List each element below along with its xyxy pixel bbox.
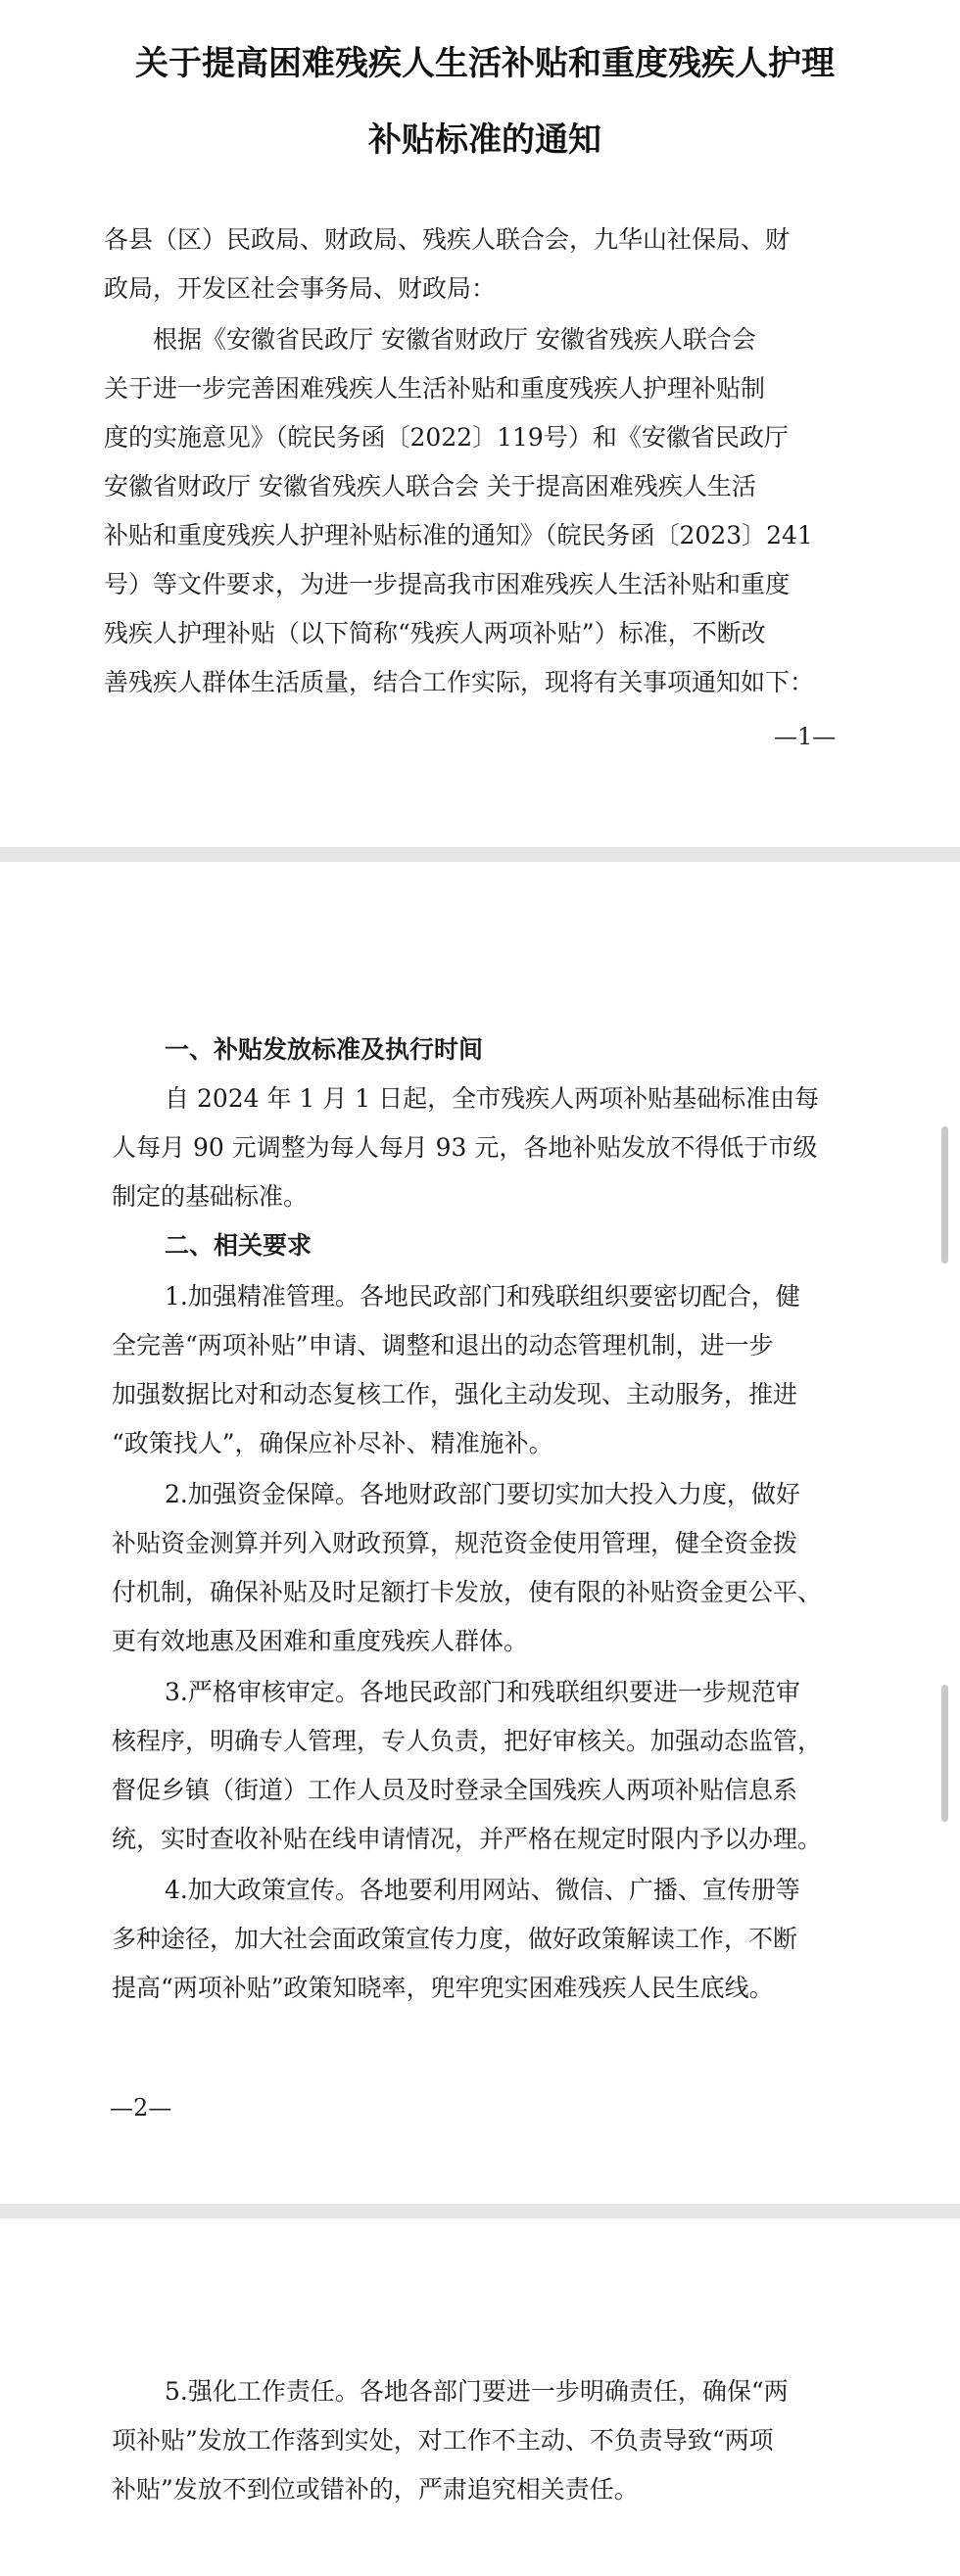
intro-line-3: 度的实施意见》（皖民务函〔2022〕119号）和《安徽省民政厅 [104,423,789,452]
addressee-line-1: 各县（区）民政局、财政局、残疾人联合会，九华山社保局、财 [104,225,791,254]
item-2-line-1: 2.加强资金保障。各地财政部门要切实加大投入力度，做好 [165,1480,800,1508]
item-3-line-3: 督促乡镇（街道）工作人员及时登录全国残疾人两项补贴信息系 [112,1776,798,1804]
addressee-line-2: 政局，开发区社会事务局、财政局： [104,274,497,303]
intro-line-5: 补贴和重度残疾人护理补贴标准的通知》（皖民务函〔2023〕241 [104,521,813,549]
item-1-line-2: 全完善“两项补贴”申请、调整和退出的动态管理机制，进一步 [112,1331,774,1360]
item-2-line-4: 更有效地惠及困难和重度残疾人群体。 [112,1627,529,1655]
section-1-line-2: 人每月 90 元调整为每人每月 93 元，各地补贴发放不得低于市级 [112,1133,818,1162]
intro-line-4: 安徽省财政厅 安徽省残疾人联合会 关于提高困难残疾人生活 [104,472,756,501]
section-1-line-3: 制定的基础标准。 [112,1182,309,1211]
document-page-1 [0,0,960,847]
item-2-line-3: 付机制，确保补贴及时足额打卡发放，使有限的补贴资金更公平、 [112,1578,823,1606]
document-title-line-2: 补贴标准的通知 [368,120,601,160]
item-5-line-1: 5.强化工作责任。各地各部门要进一步明确责任，确保“两 [165,2377,789,2406]
section-1-line-1: 自 2024 年 1 月 1 日起，全市残疾人两项补贴基础标准由每 [165,1084,820,1113]
item-3-line-1: 3.严格审核审定。各地民政部门和残联组织要进一步规范审 [165,1678,800,1706]
page-number-2: —2— [110,2094,172,2122]
intro-line-2: 关于进一步完善困难残疾人生活补贴和重度残疾人护理补贴制 [104,374,766,403]
page-separator [0,2204,960,2218]
section-2-heading: 二、相关要求 [165,1231,312,1260]
item-1-line-4: “政策找人”，确保应补尽补、精准施补。 [112,1429,553,1457]
page-separator [0,847,960,862]
scrollbar-thumb[interactable] [941,1126,948,1264]
item-5-line-3: 补贴”发放不到位或错补的，严肃追究相关责任。 [112,2475,639,2504]
item-5-line-2: 项补贴”发放工作落到实处，对工作不主动、不负责导致“两项 [112,2426,774,2455]
item-3-line-2: 核程序，明确专人管理，专人负责，把好审核关。加强动态监管， [112,1727,823,1755]
intro-line-1: 根据《安徽省民政厅 安徽省财政厅 安徽省残疾人联合会 [153,325,756,354]
scrollbar-thumb[interactable] [941,1685,948,1822]
document-page-2 [0,862,960,2204]
document-title-line-1: 关于提高困难残疾人生活补贴和重度残疾人护理 [135,44,835,83]
intro-line-6: 号）等文件要求，为进一步提高我市困难残疾人生活补贴和重度 [104,570,791,598]
item-4-line-2: 多种途径，加大社会面政策宣传力度，做好政策解读工作，不断 [112,1925,798,1953]
item-3-line-4: 统，实时查收补贴在线申请情况，并严格在规定时限内予以办理。 [112,1825,823,1853]
document-page-3 [0,2218,960,2576]
section-1-heading: 一、补贴发放标准及执行时间 [165,1035,484,1064]
item-4-line-3: 提高“两项补贴”政策知晓率，兜牢兜实困难残疾人民生底线。 [112,1974,774,2002]
item-1-line-3: 加强数据比对和动态复核工作，强化主动发现、主动服务，推进 [112,1380,798,1408]
intro-line-8: 善残疾人群体生活质量，结合工作实际，现将有关事项通知如下： [104,668,815,696]
page-number-1: —1— [774,723,837,750]
intro-line-7: 残疾人护理补贴（以下简称“残疾人两项补贴”）标准，不断改 [104,619,766,647]
item-4-line-1: 4.加大政策宣传。各地要利用网站、微信、广播、宣传册等 [165,1876,800,1904]
item-1-line-1: 1.加强精准管理。各地民政部门和残联组织要密切配合，健 [165,1282,800,1311]
item-2-line-2: 补贴资金测算并列入财政预算，规范资金使用管理，健全资金拨 [112,1529,798,1557]
